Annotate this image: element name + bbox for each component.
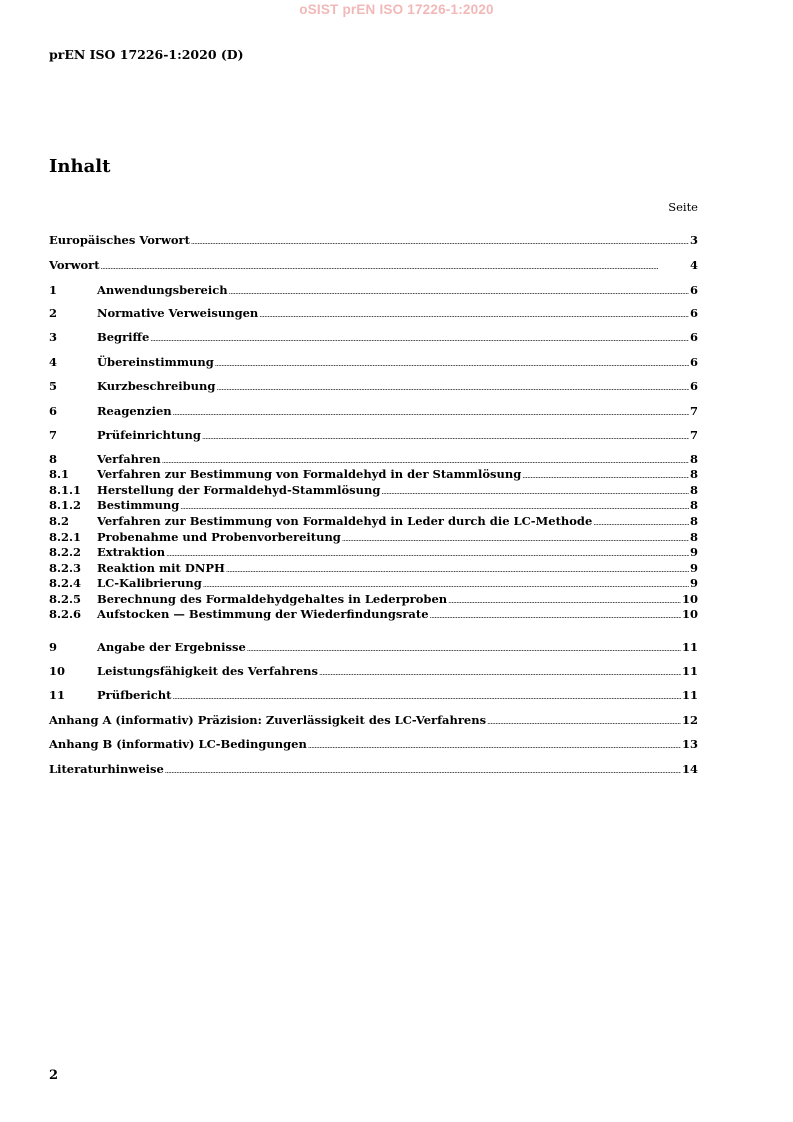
toc-entry[interactable]: [49, 330, 698, 344]
toc-entry-page: 6: [689, 355, 698, 369]
toc-dot-leader: [150, 332, 689, 346]
toc-entry-page: 8: [689, 498, 698, 512]
toc-entry[interactable]: [49, 514, 698, 528]
toc-entry[interactable]: [49, 561, 698, 575]
toc-dot-leader: [180, 500, 689, 514]
toc-entry-number: 8.2.6: [49, 607, 82, 621]
toc-entry-page: 6: [689, 330, 698, 344]
toc-dot-leader: [342, 532, 689, 546]
toc-entry-number: 8.2.5: [49, 592, 82, 606]
toc-entry[interactable]: [49, 379, 698, 393]
toc-dot-leader: [191, 235, 689, 249]
toc-entry-number: 8.1: [49, 467, 70, 481]
toc-entry-number: 8.1.2: [49, 498, 82, 512]
toc-entry-number: 9: [49, 640, 58, 654]
toc-dot-leader: [172, 690, 681, 704]
toc-entry-title: LC-Kalibrierung: [97, 576, 202, 590]
toc-dot-leader: [162, 454, 689, 468]
toc-dot-leader: [215, 357, 689, 371]
toc-entry-page: 6: [689, 283, 698, 297]
toc-entry[interactable]: [49, 545, 698, 559]
toc-entry-number: 6: [49, 404, 58, 418]
toc-entry-title: Anhang B (informativ) LC-Bedingungen: [49, 737, 307, 751]
toc-entry[interactable]: [49, 428, 698, 442]
toc-entry-page: 7: [689, 428, 698, 442]
toc-entry-number: 8.2.2: [49, 545, 82, 559]
toc-entry-title: Reagenzien: [97, 404, 172, 418]
toc-entry-title: Kurzbeschreibung: [97, 379, 216, 393]
toc-dot-leader: [173, 406, 689, 420]
toc-entry[interactable]: [49, 258, 698, 272]
toc-entry-title: Probenahme und Probenvorbereitung: [97, 530, 341, 544]
toc-entry-number: 5: [49, 379, 58, 393]
toc-entry-title: Berechnung des Formaldehydgehaltes in Lederproben: [97, 592, 448, 606]
toc-entry-title: Angabe der Ergebnisse: [97, 640, 246, 654]
toc-dot-leader: [247, 642, 681, 656]
toc-entry-page: 8: [689, 467, 698, 481]
toc-entry-page: 9: [689, 561, 698, 575]
toc-entry-page: 12: [681, 713, 698, 727]
toc-entry-page: 9: [689, 545, 698, 559]
toc-entry[interactable]: [49, 592, 698, 606]
toc-entry[interactable]: [49, 467, 698, 481]
toc-entry-number: 8.2: [49, 514, 70, 528]
toc-entry-page: 6: [689, 379, 698, 393]
toc-entry-title: Vorwort: [49, 258, 100, 272]
toc-entry-page: 8: [689, 483, 698, 497]
toc-entry[interactable]: [49, 713, 698, 727]
toc-entry-title: Normative Verweisungen: [97, 306, 259, 320]
toc-dot-leader: [381, 485, 689, 499]
toc-entry-number: 7: [49, 428, 58, 442]
toc-dot-leader: [448, 594, 681, 608]
toc-entry-number: 8: [49, 452, 58, 466]
toc-entry-page: 8: [689, 514, 698, 528]
page-column-label: Seite: [668, 200, 698, 214]
toc-entry-title: Anwendungsbereich: [97, 283, 228, 297]
toc-entry-number: 4: [49, 355, 58, 369]
toc-entry-title: Leistungsfähigkeit des Verfahrens: [97, 664, 318, 678]
toc-entry[interactable]: [49, 737, 698, 751]
toc-entry[interactable]: [49, 483, 698, 497]
toc-entry-page: 7: [689, 404, 698, 418]
toc-entry-page: 11: [681, 664, 698, 678]
toc-entry[interactable]: [49, 576, 698, 590]
toc-entry-number: 8.2.3: [49, 561, 82, 575]
toc-entry-page: 9: [689, 576, 698, 590]
toc-dot-leader: [226, 563, 689, 577]
toc-dot-leader: [487, 715, 681, 729]
toc-entry[interactable]: [49, 664, 698, 678]
toc-dot-leader: [216, 381, 689, 395]
toc-entry[interactable]: [49, 640, 698, 654]
toc-dot-leader: [430, 609, 681, 623]
toc-entry-page: 11: [681, 640, 698, 654]
toc-entry[interactable]: [49, 404, 698, 418]
toc-entry-title: Reaktion mit DNPH: [97, 561, 225, 575]
toc-entry-number: 2: [49, 306, 58, 320]
toc-dot-leader: [259, 308, 689, 322]
toc-entry-page: 8: [689, 452, 698, 466]
toc-entry-number: 8.2.4: [49, 576, 82, 590]
toc-entry[interactable]: [49, 283, 698, 297]
toc-entry-page: 10: [681, 607, 698, 621]
toc-dot-leader: [203, 578, 689, 592]
toc-entry-title: Übereinstimmung: [97, 355, 214, 369]
toc-entry-page: 14: [681, 762, 698, 776]
toc-entry-page: 6: [689, 306, 698, 320]
toc-dot-leader: [165, 764, 681, 778]
toc-entry-title: Prüfbericht: [97, 688, 172, 702]
toc-entry-title: Prüfeinrichtung: [97, 428, 201, 442]
toc-entry-page: 10: [681, 592, 698, 606]
toc-entry-title: Herstellung der Formaldehyd-Stammlösung: [97, 483, 381, 497]
toc-entry-title: Aufstocken — Bestimmung der Wiederfindungsrate: [97, 607, 429, 621]
toc-entry[interactable]: [49, 688, 698, 702]
toc-entry-title: Verfahren zur Bestimmung von Formaldehyd in der Stammlösung: [97, 467, 522, 481]
toc-entry-page: 11: [681, 688, 698, 702]
toc-entry[interactable]: [49, 498, 698, 512]
toc-entry[interactable]: [49, 233, 698, 247]
toc-entry-title: Verfahren zur Bestimmung von Formaldehyd in Leder durch die LC-Methode: [97, 514, 593, 528]
toc-entry-title: Begriffe: [97, 330, 150, 344]
toc-entry-title: Anhang A (informativ) Präzision: Zuverlässigkeit des LC-Verfahrens: [49, 713, 487, 727]
toc-entry-page: 3: [689, 233, 698, 247]
toc-entry-title: Verfahren: [97, 452, 161, 466]
toc-dot-leader: [101, 260, 689, 274]
toc-entry-page: 13: [681, 737, 698, 751]
watermark: oSIST prEN ISO 17226-1:2020: [299, 2, 494, 17]
toc-entry-title: Bestimmung: [97, 498, 180, 512]
toc-entry-page: 8: [689, 530, 698, 544]
toc-entry[interactable]: [49, 452, 698, 466]
toc-dot-leader: [202, 430, 689, 444]
toc-entry[interactable]: [49, 355, 698, 369]
toc-entry-title: Extraktion: [97, 545, 166, 559]
toc-entry-title: Europäisches Vorwort: [49, 233, 190, 247]
toc-entry-number: 8.1.1: [49, 483, 82, 497]
toc-entry-number: 3: [49, 330, 58, 344]
toc-dot-leader: [308, 739, 681, 753]
toc-entry[interactable]: [49, 607, 698, 621]
toc-dot-leader: [522, 469, 689, 483]
toc-entry-number: 1: [49, 283, 58, 297]
toc-dot-leader: [319, 666, 681, 680]
toc-entry-page: 4: [689, 258, 698, 272]
toc-entry[interactable]: [49, 762, 698, 776]
toc-entry[interactable]: [49, 530, 698, 544]
toc-entry[interactable]: [49, 306, 698, 320]
toc-entry-title: Literaturhinweise: [49, 762, 164, 776]
toc-dot-leader: [229, 285, 689, 299]
toc-entry-number: 10: [49, 664, 66, 678]
page-number: 2: [49, 1068, 59, 1083]
toc-dot-leader: [166, 547, 689, 561]
toc-entry-number: 11: [49, 688, 66, 702]
toc-heading: Inhalt: [49, 156, 111, 177]
toc-entry-number: 8.2.1: [49, 530, 82, 544]
document-identifier: prEN ISO 17226-1:2020 (D): [49, 47, 244, 62]
toc-dot-leader: [593, 516, 689, 530]
